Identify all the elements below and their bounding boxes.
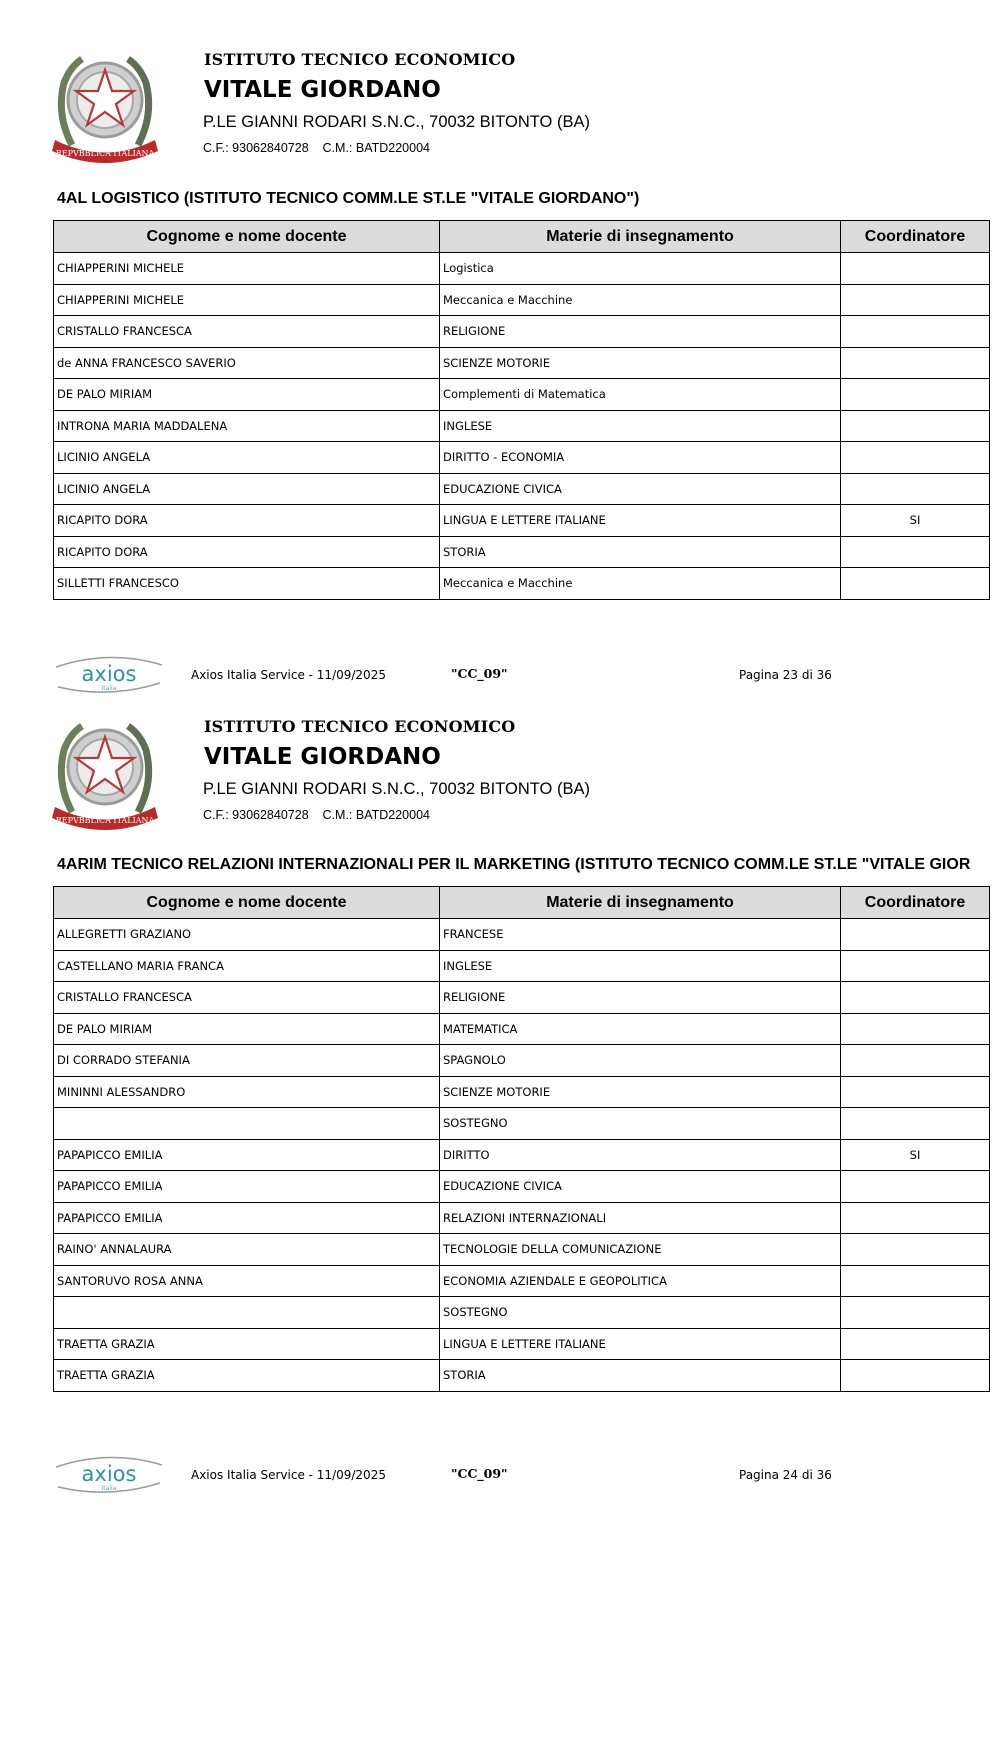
table-row [54, 284, 990, 316]
table-row [54, 347, 990, 379]
institute-type: ISTITUTO TECNICO ECONOMICO [204, 717, 516, 736]
subject: RELAZIONI INTERNAZIONALI [440, 1202, 841, 1234]
table-row [54, 536, 990, 568]
teacher-name: CHIAPPERINI MICHELE [54, 284, 440, 316]
footer-service: Axios Italia Service - 11/09/2025 [191, 668, 386, 682]
subject: EDUCAZIONE CIVICA [440, 473, 841, 505]
axios-logo-icon [52, 1455, 167, 1493]
class-title: 4ARIM TECNICO RELAZIONI INTERNAZIONALI PER IL MARKETING (ISTITUTO TECNICO COMM.LE ST.LE "VITALE GIOR [57, 856, 971, 873]
emblem-lettering: REPVBBLICA ITALIANA [55, 149, 155, 158]
axios-logo-subtext: italia [101, 1485, 117, 1492]
subject: SCIENZE MOTORIE [440, 1076, 841, 1108]
coordinator-flag: SI [841, 1139, 990, 1171]
subject: DIRITTO [440, 1139, 841, 1171]
teacher-name: ALLEGRETTI GRAZIANO [54, 919, 440, 951]
coordinator-flag [841, 982, 990, 1014]
axios-logo-text: axios [81, 1462, 137, 1486]
table-row [54, 1045, 990, 1077]
subject: Complementi di Matematica [440, 379, 841, 411]
table-row [54, 919, 990, 951]
footer-service: Axios Italia Service - 11/09/2025 [191, 1468, 386, 1482]
table-row [54, 473, 990, 505]
teacher-name: RAINO' ANNALAURA [54, 1234, 440, 1266]
teacher-name: CRISTALLO FRANCESCA [54, 982, 440, 1014]
subject: LINGUA E LETTERE ITALIANE [440, 1328, 841, 1360]
coordinator-flag [841, 1360, 990, 1392]
institute-address: P.LE GIANNI RODARI S.N.C., 70032 BITONTO (BA) [203, 113, 590, 131]
republic-emblem-icon [50, 712, 160, 830]
teacher-name: PAPAPICCO EMILIA [54, 1139, 440, 1171]
teacher-name: DE PALO MIRIAM [54, 379, 440, 411]
teacher-name: SANTORUVO ROSA ANNA [54, 1265, 440, 1297]
page-footer [0, 1455, 995, 1495]
coordinator-flag [841, 1265, 990, 1297]
page-section-23 [0, 0, 995, 690]
table-row [54, 1108, 990, 1140]
table-row [54, 568, 990, 600]
institute-name: VITALE GIORDANO [204, 77, 441, 103]
teacher-name: DI CORRADO STEFANIA [54, 1045, 440, 1077]
table-row [54, 1171, 990, 1203]
class-title: 4AL LOGISTICO (ISTITUTO TECNICO COMM.LE ST.LE "VITALE GIORDANO") [57, 190, 640, 207]
axios-logo-subtext: italia [101, 685, 117, 692]
letterhead [0, 0, 995, 158]
footer-code: "CC_09" [451, 666, 508, 681]
teacher-name: SILLETTI FRANCESCO [54, 568, 440, 600]
teacher-name: CASTELLANO MARIA FRANCA [54, 950, 440, 982]
republic-emblem-icon [50, 45, 160, 163]
table-row [54, 1202, 990, 1234]
teacher-name: TRAETTA GRAZIA [54, 1360, 440, 1392]
subject: RELIGIONE [440, 982, 841, 1014]
table-row [54, 1013, 990, 1045]
subject: DIRITTO - ECONOMIA [440, 442, 841, 474]
subject: INGLESE [440, 410, 841, 442]
coordinator-flag [841, 253, 990, 285]
coordinator-flag [841, 1234, 990, 1266]
coordinator-flag [841, 1171, 990, 1203]
coordinator-flag [841, 379, 990, 411]
column-header-coordinator: Coordinatore [841, 887, 990, 919]
table-row [54, 982, 990, 1014]
subject: Logistica [440, 253, 841, 285]
subject: SOSTEGNO [440, 1108, 841, 1140]
column-header-coordinator: Coordinatore [841, 221, 990, 253]
coordinator-flag [841, 568, 990, 600]
institute-codes: C.F.: 93062840728 C.M.: BATD220004 [203, 141, 430, 155]
coordinator-flag [841, 284, 990, 316]
table-header-row [54, 221, 990, 253]
axios-logo-text: axios [81, 662, 137, 686]
teacher-name [54, 1108, 440, 1140]
coordinator-flag [841, 1045, 990, 1077]
teacher-name: RICAPITO DORA [54, 505, 440, 537]
table-header-row [54, 887, 990, 919]
teacher-name: LICINIO ANGELA [54, 442, 440, 474]
footer-page-number: Pagina 24 di 36 [739, 1468, 832, 1482]
column-header-teacher: Cognome e nome docente [54, 221, 440, 253]
coordinator-flag [841, 950, 990, 982]
table-row [54, 1265, 990, 1297]
coordinator-flag [841, 316, 990, 348]
subject: SPAGNOLO [440, 1045, 841, 1077]
table-row [54, 1076, 990, 1108]
subject: STORIA [440, 536, 841, 568]
footer-page-number: Pagina 23 di 36 [739, 668, 832, 682]
coordinator-flag [841, 1013, 990, 1045]
subject: STORIA [440, 1360, 841, 1392]
table-row [54, 1139, 990, 1171]
table-row [54, 410, 990, 442]
coordinator-flag [841, 473, 990, 505]
teacher-name: CHIAPPERINI MICHELE [54, 253, 440, 285]
teacher-name: TRAETTA GRAZIA [54, 1328, 440, 1360]
table-row [54, 1297, 990, 1329]
coordinator-flag [841, 410, 990, 442]
subject: SCIENZE MOTORIE [440, 347, 841, 379]
page-section-24 [0, 667, 995, 1517]
table-row [54, 1234, 990, 1266]
teacher-name: RICAPITO DORA [54, 536, 440, 568]
subject: Meccanica e Macchine [440, 568, 841, 600]
coordinator-flag [841, 1202, 990, 1234]
coordinator-flag [841, 1076, 990, 1108]
table-row [54, 316, 990, 348]
coordinator-flag [841, 536, 990, 568]
table-row [54, 950, 990, 982]
coordinator-flag [841, 1297, 990, 1329]
subject: ECONOMIA AZIENDALE E GEOPOLITICA [440, 1265, 841, 1297]
coordinator-flag [841, 442, 990, 474]
subject: Meccanica e Macchine [440, 284, 841, 316]
teacher-name: LICINIO ANGELA [54, 473, 440, 505]
institute-type: ISTITUTO TECNICO ECONOMICO [204, 50, 516, 69]
coordinator-flag [841, 1108, 990, 1140]
coordinator-flag [841, 347, 990, 379]
teacher-name: MININNI ALESSANDRO [54, 1076, 440, 1108]
teacher-name: PAPAPICCO EMILIA [54, 1202, 440, 1234]
footer-code: "CC_09" [451, 1466, 508, 1481]
table-row [54, 379, 990, 411]
column-header-teacher: Cognome e nome docente [54, 887, 440, 919]
institute-name: VITALE GIORDANO [204, 744, 441, 770]
teacher-name [54, 1297, 440, 1329]
teacher-name: de ANNA FRANCESCO SAVERIO [54, 347, 440, 379]
teachers-table [53, 886, 990, 1392]
coordinator-flag [841, 1328, 990, 1360]
subject: RELIGIONE [440, 316, 841, 348]
institute-address: P.LE GIANNI RODARI S.N.C., 70032 BITONTO (BA) [203, 780, 590, 798]
subject: FRANCESE [440, 919, 841, 951]
coordinator-flag: SI [841, 505, 990, 537]
subject: INGLESE [440, 950, 841, 982]
subject: LINGUA E LETTERE ITALIANE [440, 505, 841, 537]
table-row [54, 1360, 990, 1392]
subject: EDUCAZIONE CIVICA [440, 1171, 841, 1203]
teachers-table [53, 220, 990, 600]
emblem-lettering: REPVBBLICA ITALIANA [55, 816, 155, 825]
table-row [54, 253, 990, 285]
institute-codes: C.F.: 93062840728 C.M.: BATD220004 [203, 808, 430, 822]
subject: MATEMATICA [440, 1013, 841, 1045]
letterhead [0, 667, 995, 825]
table-row [54, 442, 990, 474]
teacher-name: DE PALO MIRIAM [54, 1013, 440, 1045]
column-header-subject: Materie di insegnamento [440, 221, 841, 253]
column-header-subject: Materie di insegnamento [440, 887, 841, 919]
teacher-name: INTRONA MARIA MADDALENA [54, 410, 440, 442]
subject: TECNOLOGIE DELLA COMUNICAZIONE [440, 1234, 841, 1266]
table-row [54, 505, 990, 537]
subject: SOSTEGNO [440, 1297, 841, 1329]
teacher-name: PAPAPICCO EMILIA [54, 1171, 440, 1203]
teacher-name: CRISTALLO FRANCESCA [54, 316, 440, 348]
coordinator-flag [841, 919, 990, 951]
table-row [54, 1328, 990, 1360]
